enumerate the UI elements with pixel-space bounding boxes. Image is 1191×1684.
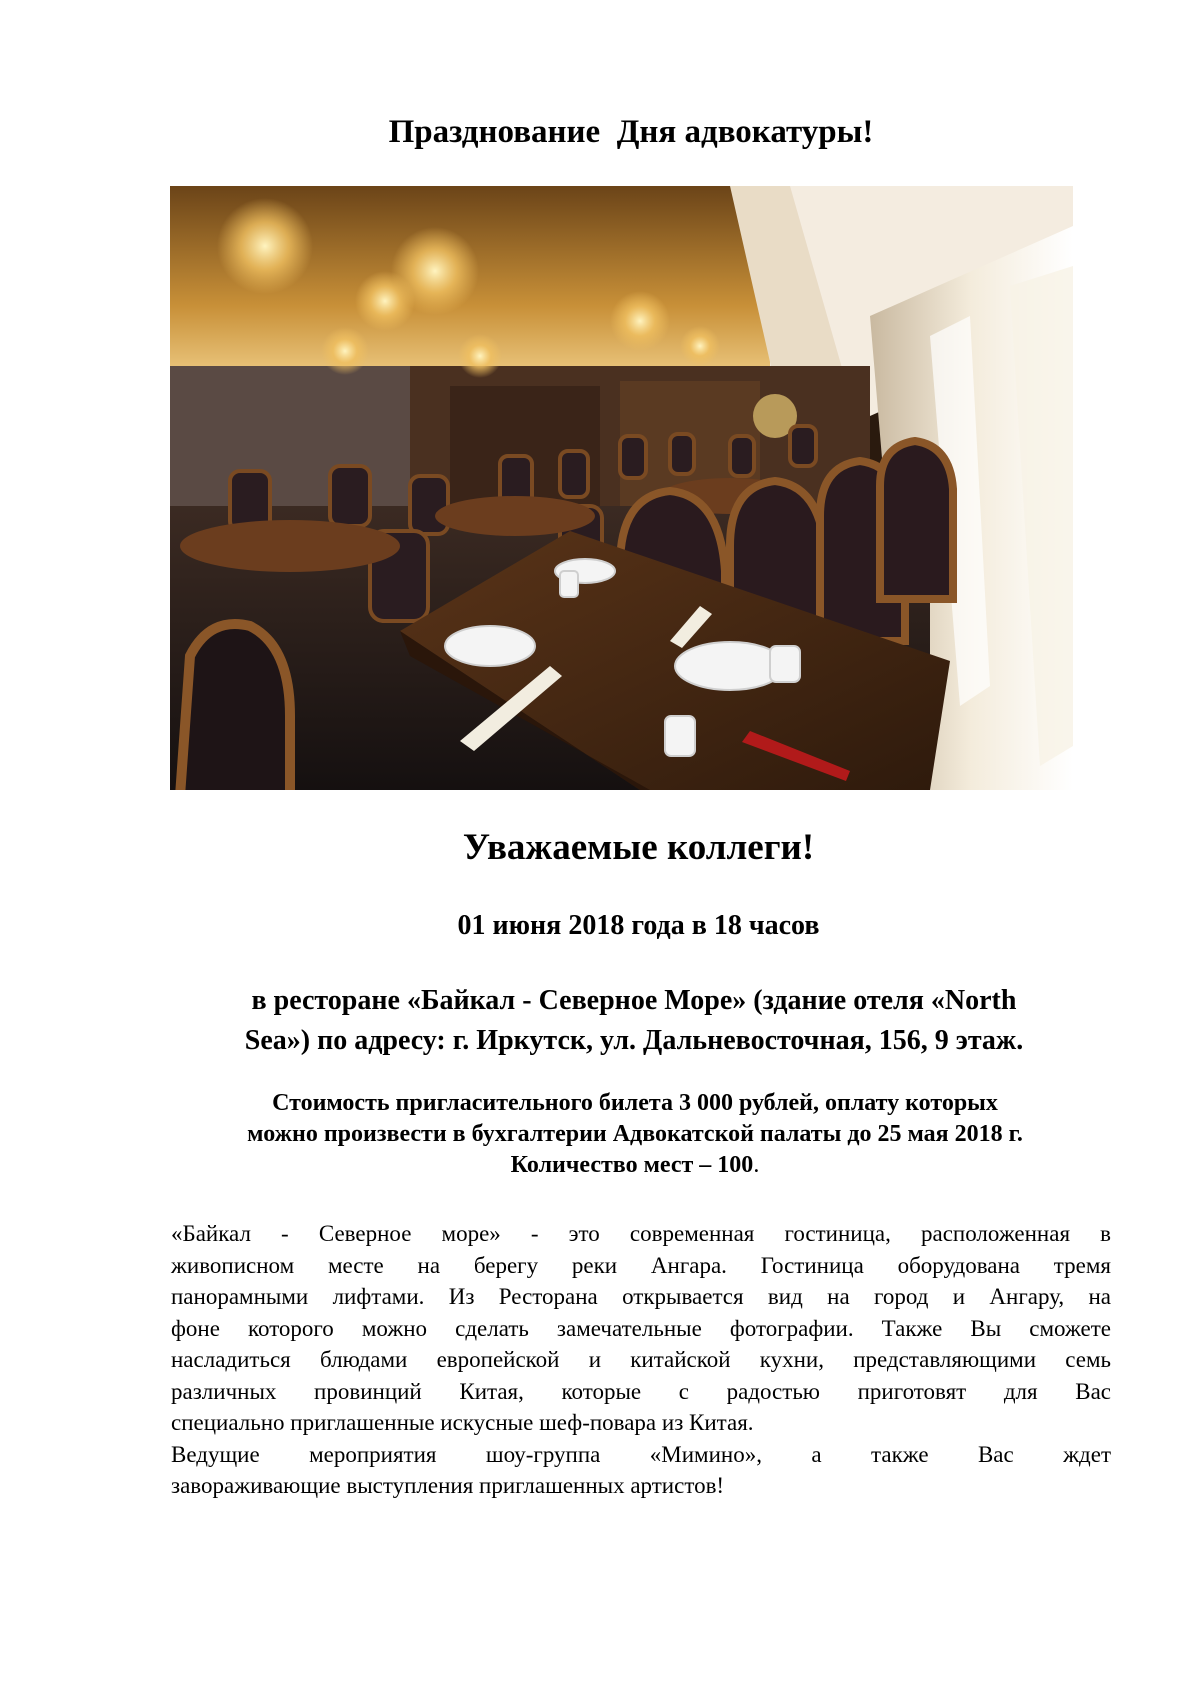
venue-description	[171, 1218, 1111, 1502]
ticket-price-block	[150, 1088, 1120, 1181]
description-line: насладиться блюдами европейской и китайской кухни, представляющими семь	[171, 1347, 1111, 1372]
description-line: фоне которого можно сделать замечательные фотографии. Также Вы сможете	[171, 1315, 1111, 1341]
page-title: Празднование Дня адвокатуры!	[388, 114, 874, 150]
description-line: панорамными лифтами. Из Ресторана открывается вид на город и Ангару, на	[171, 1284, 1111, 1309]
description-line: различных провинций Китая, которые с радостью приготовят для Вас	[171, 1378, 1111, 1404]
seat-count-text: Количество мест – 100	[510, 1152, 754, 1178]
description-line: Ведущие мероприятия шоу-группа «Мимино», а также Вас ждет	[171, 1441, 1111, 1467]
description-line: «Байкал - Северное море» - это современная гостиница, расположенная в	[171, 1221, 1111, 1246]
description-line: завораживающие выступления приглашенных артистов!	[171, 1473, 725, 1498]
ticket-price-line-1: Стоимость пригласительного билета 3 000 рублей, оплату которых	[272, 1090, 998, 1116]
venue-address	[184, 981, 1084, 1061]
greeting-heading: Уважаемые коллеги!	[462, 827, 815, 868]
description-line: живописном месте на берегу реки Ангара. Гостиница оборудована тремя	[171, 1252, 1111, 1278]
venue-line-2: Sea») по адресу: г. Иркутск, ул. Дальневосточная, 156, 9 этаж.	[244, 1025, 1024, 1056]
venue-line-1: в ресторане «Байкал - Северное Море» (здание отеля «North	[251, 985, 1017, 1016]
restaurant-photo-illustration	[170, 186, 1073, 790]
event-date: 01 июня 2018 года в 18 часов	[457, 910, 820, 941]
seat-count-period: .	[753, 1152, 760, 1178]
description-line: специально приглашенные искусные шеф-повара из Китая.	[171, 1410, 754, 1435]
seat-count-line	[150, 1150, 1120, 1181]
ticket-price-line-2: можно произвести в бухгалтерии Адвокатской палаты до 25 мая 2018 г.	[247, 1121, 1023, 1147]
restaurant-photo	[170, 186, 1073, 790]
